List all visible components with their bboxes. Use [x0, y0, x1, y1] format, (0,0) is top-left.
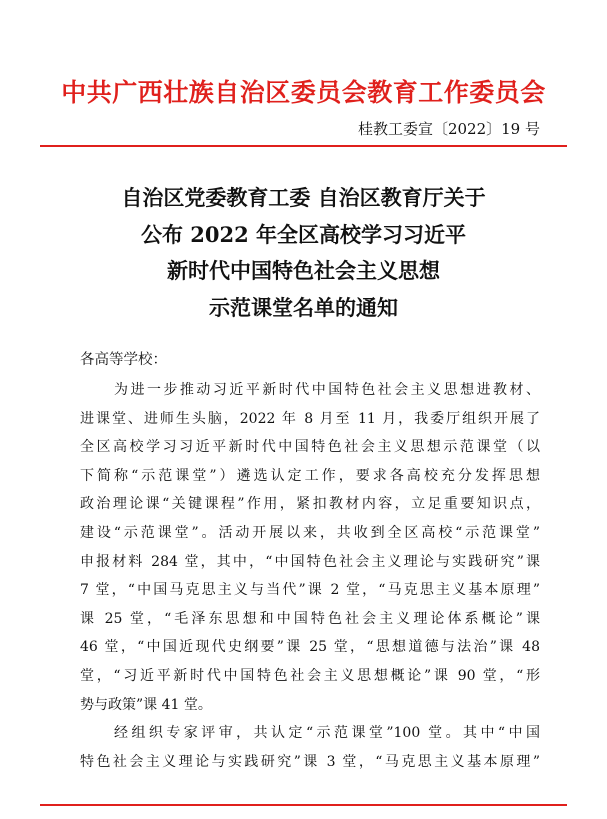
- body-line: 7 堂，“中国马克思主义与当代”课 2 堂，“马克思主义基本原理”: [80, 582, 540, 599]
- body-line: 46 堂，“中国近现代史纲要”课 25 堂，“思想道德与法治”课 48: [80, 639, 540, 656]
- title-line: 公布 2022 年全区高校学习习近平: [140, 221, 467, 247]
- document-body: [80, 376, 540, 776]
- title-line: 自治区党委教育工委 自治区教育厅关于: [121, 185, 486, 210]
- red-divider-bottom: [40, 804, 567, 806]
- body-line: 特色社会主义理论与实践研究”课 3 堂，“马克思主义基本原理”: [80, 753, 540, 770]
- document-number: 桂教工委宣〔2022〕19 号: [357, 120, 540, 138]
- body-line: 课 25 堂，“毛泽东思想和中国特色社会主义理论体系概论”课: [80, 610, 540, 627]
- document-title: [0, 180, 607, 326]
- body-line: 政治理论课“关键课程”作用，紧扣教材内容，立足重要知识点，: [80, 496, 540, 513]
- red-divider: [40, 145, 567, 147]
- body-line: 为进一步推动习近平新时代中国特色社会主义思想进教材、: [114, 382, 540, 398]
- body-line: 经组织专家评审，共认定“示范课堂”100 堂。其中“中国: [114, 725, 540, 742]
- body-line: 势与政策”课 41 堂。: [80, 696, 212, 713]
- body-line: 进课堂、进师生头脑，2022 年 8 月至 11 月，我委厅组织开展了: [80, 410, 540, 427]
- body-line: 申报材料 284 堂，其中，“中国特色社会主义理论与实践研究”课: [80, 553, 540, 570]
- issuer-heading: 中共广西壮族自治区委员会教育工作委员会: [61, 78, 546, 107]
- title-line: 新时代中国特色社会主义思想: [167, 258, 440, 283]
- body-line: 下简称“示范课堂”）遴选认定工作，要求各高校充分发挥思想: [80, 467, 540, 484]
- body-line: 建设“示范课堂”。活动开展以来，共收到全区高校“示范课堂”: [80, 524, 540, 541]
- title-line: 示范课堂名单的通知: [209, 294, 398, 320]
- salutation: 各高等学校：: [80, 352, 167, 368]
- body-line: 全区高校学习习近平新时代中国特色社会主义思想示范课堂（以: [80, 439, 540, 456]
- body-line: 堂，“习近平新时代中国特色社会主义思想概论”课 90 堂，“形: [80, 667, 540, 684]
